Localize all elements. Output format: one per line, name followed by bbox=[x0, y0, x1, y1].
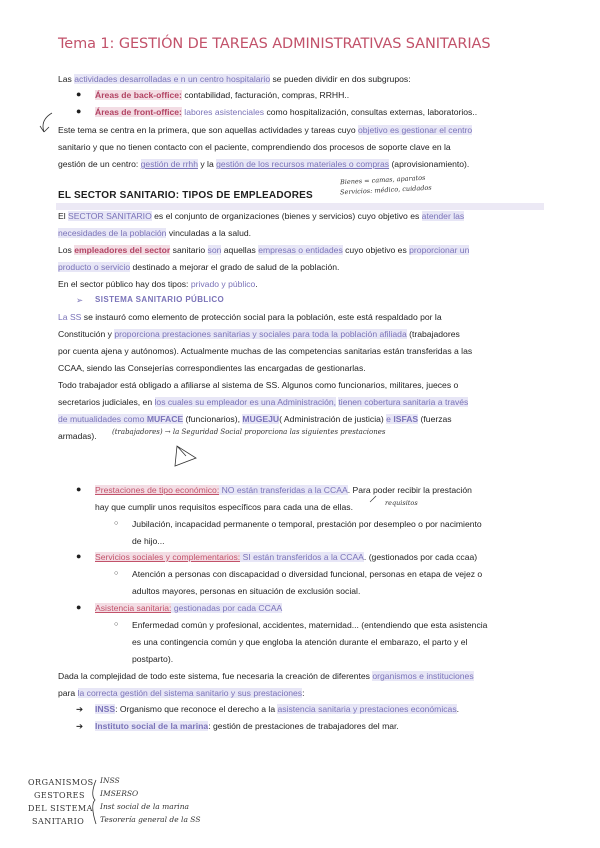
sub-line: CCAA, siendo las Consejerías correspondientes las encargadas de gestionarlas. bbox=[58, 363, 366, 373]
text: El bbox=[58, 211, 69, 221]
highlight: SI están transferidos a la CCAA bbox=[240, 552, 364, 562]
highlight: MUFACE bbox=[144, 414, 184, 424]
highlight: la correcta gestión del sistema sanitario y sus prestaciones bbox=[77, 688, 303, 698]
text: Este tema se centra en la primera, que son aquellas actividades y tareas cuyo bbox=[58, 125, 358, 135]
benefit-detail: Atención a personas con discapacidad o diversidad funcional, personas en etapa de vejez o bbox=[132, 569, 483, 579]
handwritten-note: Bienes = camas, aparatos bbox=[339, 173, 426, 187]
benefit-detail: postparto). bbox=[132, 654, 174, 664]
text: cuyo objetivo es bbox=[342, 245, 410, 255]
item-heading: Áreas de front-office: bbox=[95, 107, 182, 117]
arrow-icon: ➔ bbox=[76, 704, 84, 714]
handwritten-note: SANITARIO bbox=[32, 817, 85, 826]
highlight: atender las bbox=[421, 211, 465, 221]
text: . bbox=[255, 279, 258, 289]
text: : bbox=[302, 688, 305, 698]
text: se instauró como elemento de protección social para la población, este está respaldado por la bbox=[81, 312, 442, 322]
benefit-detail: adultos mayores, personas en situación de exclusión social. bbox=[132, 586, 361, 596]
text: (trabajadores bbox=[406, 329, 460, 339]
highlight: organismos e instituciones bbox=[372, 671, 474, 681]
highlight: ISFAS bbox=[390, 414, 419, 424]
arrow-icon: ➔ bbox=[76, 721, 84, 731]
brace-icon bbox=[93, 780, 96, 824]
sub-bullet-icon: ○ bbox=[114, 520, 119, 527]
highlight: asistencia sanitaria y prestaciones económicas bbox=[277, 704, 457, 714]
sub-bullet-icon: ○ bbox=[114, 621, 119, 628]
handwritten-note: GESTORES bbox=[34, 791, 85, 800]
benefit-detail: Enfermedad común y profesional, accidentes, maternidad... (entendiendo que esta asistencia bbox=[132, 620, 488, 630]
highlight: gestión de rrhh bbox=[140, 159, 198, 169]
text: aquellas bbox=[221, 245, 259, 255]
sub-bullet-icon: ○ bbox=[114, 570, 119, 577]
text: (fuerzas bbox=[418, 414, 452, 424]
benefit-line: hay que cumplir unos requisitos específicos para cada una de ellas. bbox=[95, 502, 353, 512]
subsection-heading: SISTEMA SANITARIO PÚBLICO bbox=[95, 295, 225, 304]
sub-line: por cuenta ajena y autónomos). Actualmente muchas de las competencias sanitarias están transferidas a las bbox=[58, 346, 473, 356]
text: es el conjunto de organizaciones (bienes y servicios) cuyo objetivo es bbox=[151, 211, 422, 221]
handwritten-note: DEL SISTEMA bbox=[28, 804, 93, 813]
bullet-icon: ● bbox=[76, 602, 82, 612]
text: En el sector público hay dos tipos: bbox=[58, 279, 191, 289]
text: (aprovisionamiento). bbox=[389, 159, 470, 169]
text: Los bbox=[58, 245, 75, 255]
bullet-icon: ● bbox=[76, 484, 82, 494]
handwritten-note: INSS bbox=[100, 776, 120, 785]
text: . Para poder recibir la prestación bbox=[347, 485, 472, 495]
text: (funcionarios), bbox=[183, 414, 243, 424]
benefit-heading: Prestaciones de tipo económico: bbox=[95, 485, 220, 495]
highlight: La SS bbox=[58, 312, 82, 322]
highlight: objetivo es gestionar el centro bbox=[358, 125, 473, 135]
highlight: tienen cobertura sanitaria a través bbox=[338, 397, 469, 407]
handwritten-note: ORGANISMOS bbox=[28, 778, 94, 787]
text: destinado a mejorar el grado de salud de la población. bbox=[130, 262, 340, 272]
benefit-detail: Jubilación, incapacidad permanente o temporal, prestación por desempleo o por nacimiento bbox=[132, 519, 482, 529]
intro-line: sanitario y que no tienen contacto con el paciente, comprendiendo dos procesos de soporte clave en la bbox=[58, 142, 451, 152]
pen-stroke-icon bbox=[175, 446, 196, 466]
text: . bbox=[456, 704, 460, 714]
highlight: proporcionar un bbox=[409, 245, 470, 255]
highlight: e bbox=[386, 414, 391, 424]
arrow-stroke bbox=[370, 496, 376, 502]
highlight: gestión de los recursos materiales o compras bbox=[216, 159, 390, 169]
text: Dada la complejidad de todo este sistema, fue necesaria la creación de diferentes bbox=[58, 671, 373, 681]
handwritten-note: (trabajadores) → la Seguridad Social proporciona las siguientes prestaciones bbox=[112, 428, 386, 436]
text: : Organismo que reconoce el derecho a la bbox=[115, 704, 278, 714]
bullet-icon: ● bbox=[76, 551, 82, 561]
bullet-icon: ● bbox=[76, 89, 82, 99]
highlight: proporciona prestaciones sanitarias y sociales para toda la población afiliada bbox=[114, 329, 407, 339]
text: sanitario bbox=[170, 245, 208, 255]
curved-arrow-icon bbox=[40, 113, 52, 132]
highlight: MUGEJU bbox=[242, 414, 280, 424]
text: Constitución y bbox=[58, 329, 115, 339]
handwritten-note: Inst social de la marina bbox=[100, 802, 190, 811]
arrow-icon: ➢ bbox=[76, 295, 84, 305]
highlight: actividades desarrolladas e n un centro hospitalario bbox=[74, 74, 271, 84]
handwritten-note: requisitos bbox=[385, 499, 418, 507]
handwritten-note: IMSERSO bbox=[100, 789, 139, 798]
text: para bbox=[58, 688, 78, 698]
text: : gestión de prestaciones de trabajadores del mar. bbox=[208, 721, 399, 731]
highlight: de mutualidades como bbox=[58, 414, 145, 424]
sub-line: Todo trabajador está obligado a afiliarse al sistema de SS. Algunos como funcionarios, militares, jueces o bbox=[58, 380, 459, 390]
handwritten-note: Servicios: médico, cuidados bbox=[339, 183, 432, 197]
highlight: privado y público bbox=[190, 279, 256, 289]
section-heading: EL SECTOR SANITARIO: TIPOS DE EMPLEADORES bbox=[58, 190, 313, 201]
benefit-heading: Servicios sociales y complementarios: bbox=[95, 552, 241, 562]
highlight: producto o servicio bbox=[58, 262, 131, 272]
text: gestión de un centro: bbox=[58, 159, 141, 169]
text: como hospitalización, consultas externas, laboratorios.. bbox=[264, 107, 478, 117]
highlight: SECTOR SANITARIO bbox=[68, 211, 152, 221]
page-title: Tema 1: GESTIÓN DE TAREAS ADMINISTRATIVAS SANITARIAS bbox=[58, 36, 491, 52]
highlight: Instituto social de la marina bbox=[95, 721, 209, 731]
benefit-detail: es una contingencia común y que engloba la atención durante el embarazo, el parto y el bbox=[132, 637, 468, 647]
text: secretarios judiciales, en bbox=[58, 397, 155, 407]
sub-line: armadas). bbox=[58, 431, 97, 441]
text: ( Administración de justicia) bbox=[279, 414, 387, 424]
highlight: gestionadas por cada CCAA bbox=[171, 603, 283, 613]
highlight: empleadores del sector bbox=[74, 245, 171, 255]
benefit-heading: Asistencia sanitaria: bbox=[95, 603, 172, 613]
highlight: NO están transferidas a la CCAA bbox=[219, 485, 348, 495]
text: contabilidad, facturación, compras, RRHH.. bbox=[181, 90, 350, 100]
handwritten-note: Tesorería general de la SS bbox=[100, 815, 201, 824]
highlight: son bbox=[207, 245, 222, 255]
benefit-detail: de hijo... bbox=[132, 536, 165, 546]
highlight: los cuales su empleador es una Administración, bbox=[154, 397, 337, 407]
bullet-icon: ● bbox=[76, 106, 82, 116]
text: se pueden dividir en dos subgrupos: bbox=[270, 74, 411, 84]
text: vinculadas a la salud. bbox=[166, 228, 252, 238]
highlight: necesidades de la población bbox=[58, 228, 167, 238]
text: y la bbox=[197, 159, 217, 169]
highlight: INSS bbox=[95, 704, 116, 714]
text: . (gestionados por cada ccaa) bbox=[363, 552, 478, 562]
item-heading: Áreas de back-office: bbox=[95, 90, 182, 100]
text: Las bbox=[58, 74, 75, 84]
highlight: empresas o entidades bbox=[258, 245, 343, 255]
text: labores asistenciales bbox=[181, 107, 265, 117]
